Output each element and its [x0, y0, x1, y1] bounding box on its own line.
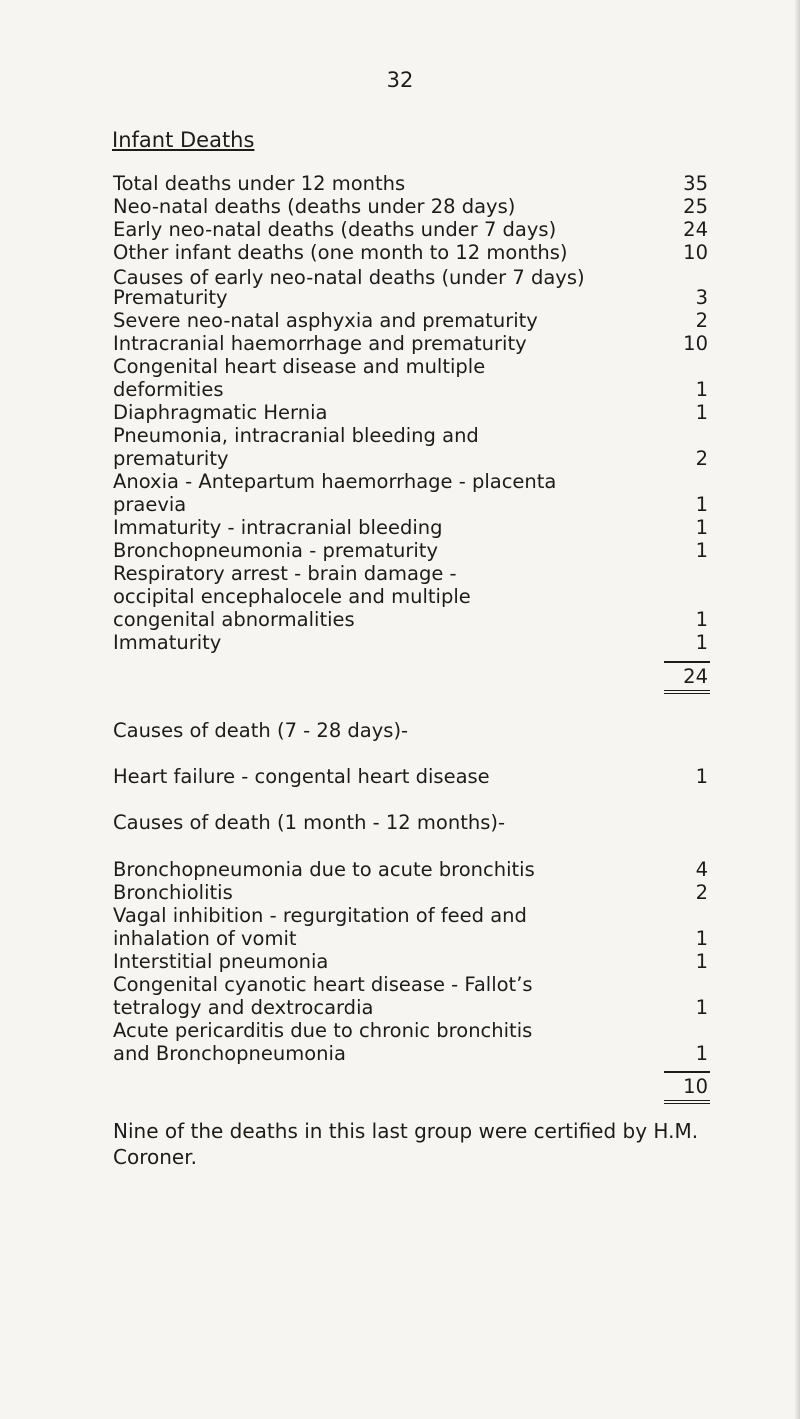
cause-label: Respiratory arrest - brain damage -	[113, 562, 457, 585]
cause-label: praevia	[113, 493, 187, 516]
summary-value: 10	[683, 241, 708, 264]
section-heading: Causes of death (1 month - 12 months)-	[113, 811, 505, 834]
summary-value: 35	[683, 172, 708, 195]
cause-label: Prematurity	[113, 286, 228, 309]
cause-label: Congenital cyanotic heart disease - Fallot’s	[113, 973, 533, 996]
cause-value: 1	[695, 927, 708, 950]
cause-label: Bronchopneumonia - prematurity	[113, 539, 438, 562]
cause-value: 1	[695, 1042, 708, 1065]
summary-label: Other infant deaths (one month to 12 months)	[113, 241, 568, 264]
subtotal-rule	[664, 661, 710, 663]
cause-label: deformities	[113, 378, 224, 401]
cause-label: inhalation of vomit	[113, 927, 297, 950]
cause-label: Anoxia - Antepartum haemorrhage - placenta	[113, 470, 557, 493]
cause-label: Immaturity - intracranial bleeding	[113, 516, 443, 539]
cause-value: 1	[695, 608, 708, 631]
cause-value: 1	[695, 516, 708, 539]
summary-label: Neo-natal deaths (deaths under 28 days)	[113, 195, 516, 218]
cause-value: 3	[695, 286, 708, 309]
cause-label: Acute pericarditis due to chronic bronchitis	[113, 1019, 533, 1042]
cause-label: Severe neo-natal asphyxia and prematurity	[113, 309, 538, 332]
cause-label: Interstitial pneumonia	[113, 950, 329, 973]
cause-label: Intracranial haemorrhage and prematurity	[113, 332, 527, 355]
cause-value: 1	[695, 765, 708, 788]
cause-value: 1	[695, 493, 708, 516]
early-total: 24	[683, 665, 708, 688]
cause-label: Bronchopneumonia due to acute bronchitis	[113, 858, 535, 881]
cause-label: Bronchiolitis	[113, 881, 233, 904]
summary-label: Early neo-natal deaths (deaths under 7 days)	[113, 218, 557, 241]
page-title: Infant Deaths	[112, 128, 255, 152]
cause-value: 1	[695, 378, 708, 401]
cause-value: 1	[695, 631, 708, 654]
cause-value: 1	[695, 950, 708, 973]
cause-label: occipital encephalocele and multiple	[113, 585, 471, 608]
cause-label: Heart failure - congental heart disease	[113, 765, 490, 788]
cause-value: 1	[695, 539, 708, 562]
cause-value: 2	[695, 447, 708, 470]
cause-label: prematurity	[113, 447, 229, 470]
cause-label: Vagal inhibition - regurgitation of feed and	[113, 904, 527, 927]
cause-value: 1	[695, 996, 708, 1019]
section-heading: Causes of early neo-natal deaths (under 7 days)	[113, 266, 585, 289]
cause-label: congenital abnormalities	[113, 608, 355, 631]
footnote: Nine of the deaths in this last group were certified by H.M. Coroner.	[113, 1119, 699, 1169]
cause-label: Diaphragmatic Hernia	[113, 401, 328, 424]
cause-value: 10	[683, 332, 708, 355]
page-number: 32	[386, 68, 414, 92]
subtotal-rule	[664, 1071, 710, 1073]
late-total: 10	[683, 1075, 708, 1098]
cause-label: and Bronchopneumonia	[113, 1042, 346, 1065]
summary-value: 25	[683, 195, 708, 218]
summary-label: Total deaths under 12 months	[113, 172, 406, 195]
cause-label: Congenital heart disease and multiple	[113, 355, 486, 378]
cause-label: Immaturity	[113, 631, 222, 654]
total-double-rule	[664, 1100, 710, 1104]
total-double-rule	[664, 690, 710, 694]
cause-value: 2	[695, 881, 708, 904]
cause-label: Pneumonia, intracranial bleeding and	[113, 424, 479, 447]
section-heading: Causes of death (7 - 28 days)-	[113, 719, 409, 742]
page-edge-shadow	[794, 0, 800, 1419]
cause-value: 1	[695, 401, 708, 424]
cause-label: tetralogy and dextrocardia	[113, 996, 374, 1019]
summary-value: 24	[683, 218, 708, 241]
cause-value: 2	[695, 309, 708, 332]
cause-value: 4	[695, 858, 708, 881]
